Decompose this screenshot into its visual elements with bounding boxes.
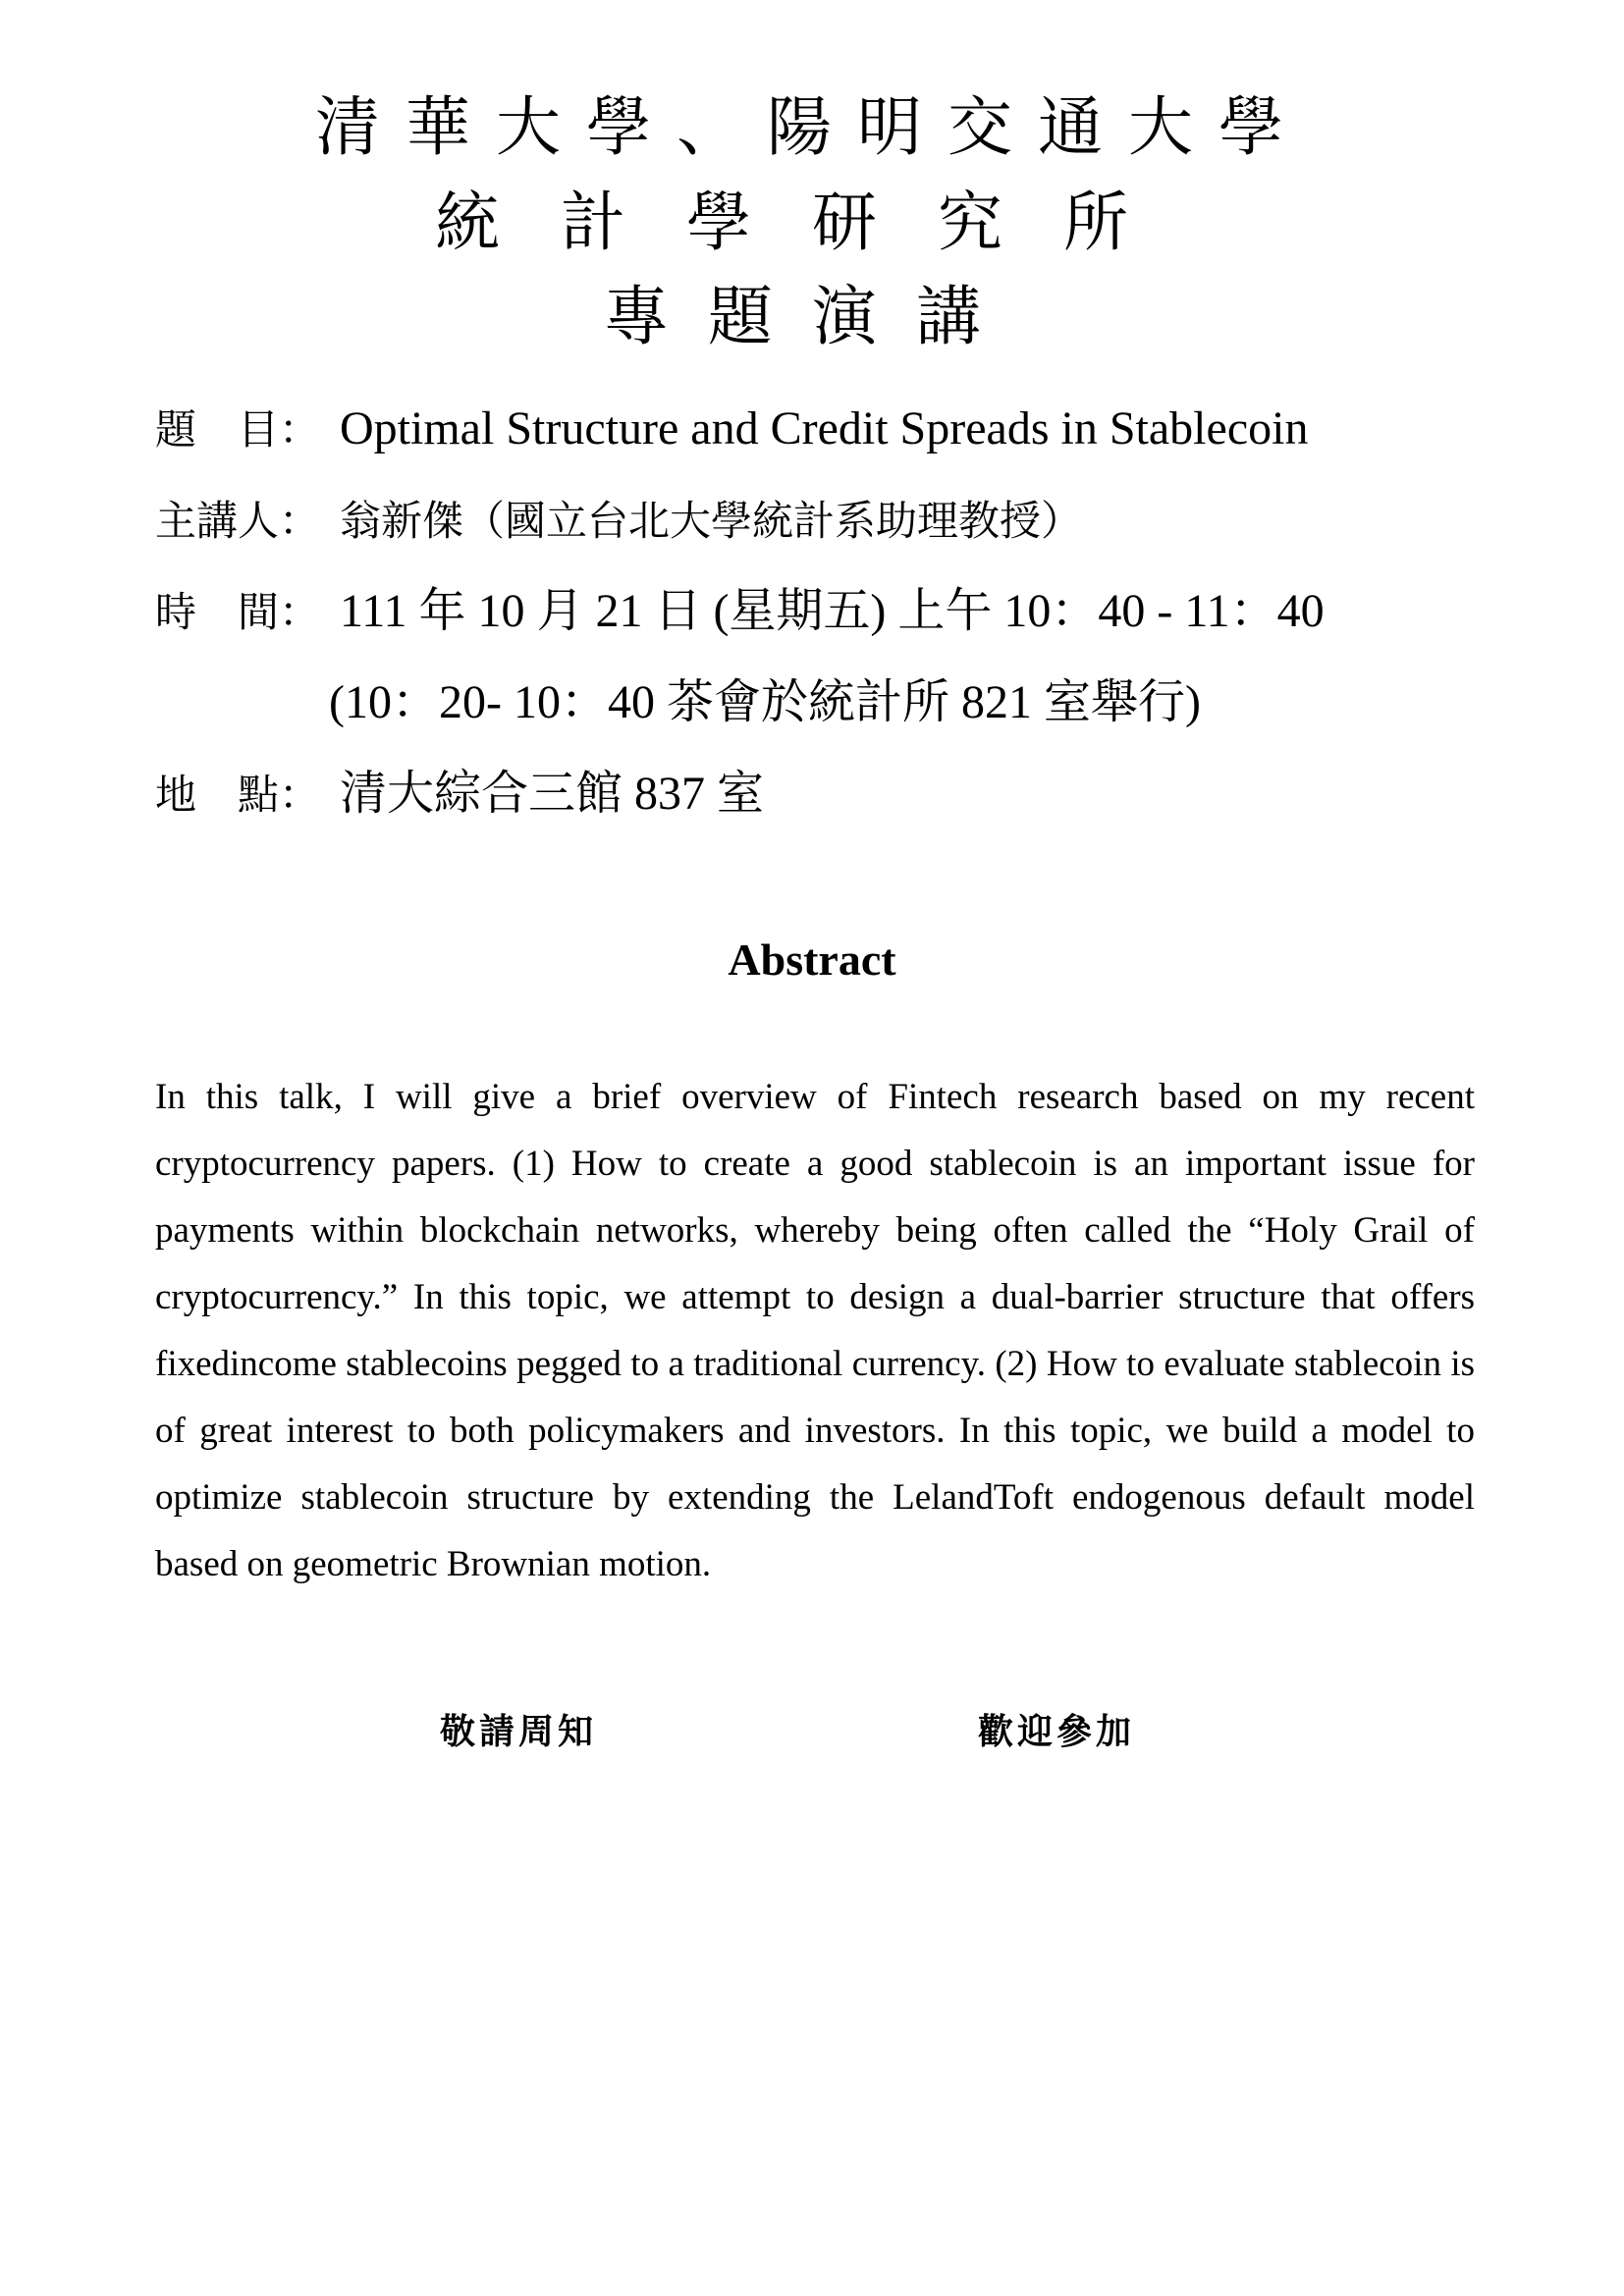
tea-row [329,673,1201,732]
topic-row [155,400,1308,458]
abstract-title: Abstract [728,934,896,985]
closing-notice: 敬請周知 [440,1711,598,1752]
header-university-line: 清華大學、陽明交通大學 [315,89,1309,165]
place-row [155,765,764,824]
header-institute-line: 統計學研究所 [435,185,1189,260]
topic-value: Optimal Structure and Credit Spreads in Stablecoin [340,402,1309,454]
abstract-body: In this talk, I will give a brief overview of Fintech research based on my recent cryptocurrency papers. (1) How to create a good stablecoin is an important issue for payments within blockchain networks, whereby being often called the “Holy Grail of cryptocurrency.” In this topic, we attempt to design a dual-barrier structure that offers fixedincome stablecoins pegged to a traditional currency. (2) How to evaluate stablecoin is of great interest to both policymakers and investors. In this topic, we build a model to optimize stablecoin structure by extending the LelandToft endogenous default model based on geometric Brownian motion. [155,1077,1475,1584]
place-label: 地 點： [155,771,321,819]
header-seminar-line: 專題演講 [604,279,1020,354]
speaker-value: 翁新傑（國立台北大學統計系助理教授） [340,497,1083,545]
tea-value: (10：20- 10：40 茶會於統計所 821 室舉行) [329,676,1201,728]
time-row [155,582,1325,641]
speaker-label: 主講人： [155,497,321,545]
topic-label: 題 目： [155,405,321,454]
speaker-row [155,491,1082,550]
time-value: 111 年 10 月 21 日 (星期五) 上午 10：40 - 11：40 [340,585,1325,637]
time-label: 時 間： [155,588,321,636]
closing-welcome: 歡迎參加 [978,1711,1136,1752]
place-value: 清大綜合三館 837 室 [340,768,765,820]
